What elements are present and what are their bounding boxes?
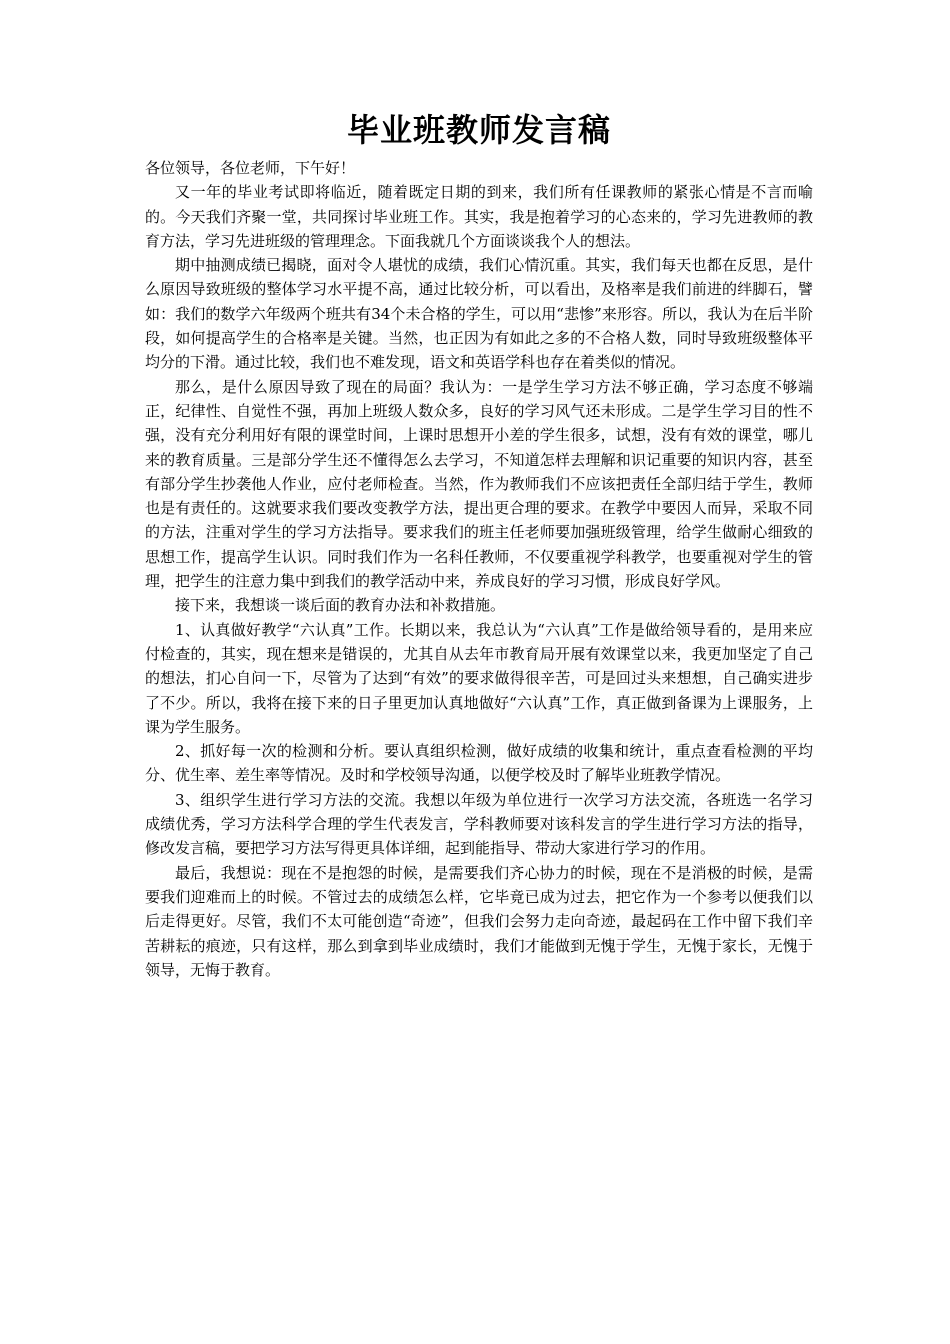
document-title: 毕业班教师发言稿 (346, 111, 611, 149)
document-body (145, 108, 813, 982)
paragraph-conclusion: 最后，我想说：现在不是抱怨的时候，是需要我们齐心协力的时候，现在不是消极的时候，是需要我们迎难而上的时候。不管过去的成绩怎么样，它毕竟已成为过去，把它作为一个参考以便我们以后走得更好。尽管，我们不太可能创造“奇迹”，但我们会努力走向奇迹，最起码在工作中留下我们辛苦耕耘的痕迹，只有这样，那么到拿到毕业成绩时，我们才能做到无愧于学生，无愧于家长，无愧于领导，无悔于教育。 (145, 863, 813, 979)
paragraph-measure-1: 1、认真做好教学“六认真”工作。长期以来，我总认为“六认真”工作是做给领导看的，是用来应付检查的，其实，现在想来是错误的，尤其自从去年市教育局开展有效课堂以来，我更加坚定了自己的想法，扪心自问一下，尽管为了达到“有效”的要求做得很辛苦，可是回过头来想想，自己确实进步了不少。所以，我将在接下来的日子里更加认真地做好“六认真”工作，真正做到备课为上课服务，上课为学生服务。 (145, 620, 813, 736)
paragraph-measure-3: 3、组织学生进行学习方法的交流。我想以年级为单位进行一次学习方法交流，各班选一名学习成绩优秀，学习方法科学合理的学生代表发言，学科教师要对该科发言的学生进行学习方法的指导，修改发言稿，要把学习方法写得更具体详细，起到能指导、带动大家进行学习的作用。 (145, 790, 813, 858)
paragraph-causes: 那么，是什么原因导致了现在的局面？我认为：一是学生学习方法不够正确，学习态度不够端正，纪律性、自觉性不强，再加上班级人数众多，良好的学习风气还未形成。二是学生学习目的性不强，没有充分利用好有限的课堂时间，上课时思想开小差的学生很多，试想，没有有效的课堂，哪儿来的教育质量。三是部分学生还不懂得怎么去学习，不知道怎样去理解和识记重要的知识内容，甚至有部分学生抄袭他人作业，应付老师检查。当然，作为教师我们不应该把责任全部归结于学生，教师也是有责任的。这就要求我们要改变教学方法，提出更合理的要求。在教学中要因人而异，采取不同的方法，注重对学生的学习方法指导。要求我们的班主任老师要加强班级管理，给学生做耐心细致的思想工作，提高学生认识。同时我们作为一名科任教师，不仅要重视学科教学，也要重视对学生的管理，把学生的注意力集中到我们的教学活动中来，养成良好的学习习惯，形成良好学风。 (145, 377, 813, 591)
paragraph-midterm-results: 期中抽测成绩已揭晓，面对令人堪忧的成绩，我们心情沉重。其实，我们每天也都在反思，是什么原因导致班级的整体学习水平提不高，通过比较分析，可以看出，及格率是我们前进的绊脚石，譬如：我们的数学六年级两个班共有34个未合格的学生，可以用“悲惨”来形容。所以，我认为在后半阶段，如何提高学生的合格率是关键。当然，也正因为有如此之多的不合格人数，同时导致班级整体平均分的下滑。通过比较，我们也不难发现，语文和英语学科也存在着类似的情况。 (145, 256, 813, 372)
paragraph-intro: 又一年的毕业考试即将临近，随着既定日期的到来，我们所有任课教师的紧张心情是不言而喻的。今天我们齐聚一堂，共同探讨毕业班工作。其实，我是抱着学习的心态来的，学习先进教师的教育方法，学习先进班级的管理理念。下面我就几个方面谈谈我个人的想法。 (145, 183, 813, 250)
paragraph-measures-intro: 接下来，我想谈一谈后面的教育办法和补救措施。 (175, 596, 506, 615)
greeting-line: 各位领导，各位老师，下午好！ (145, 159, 356, 177)
paragraph-measure-2: 2、抓好每一次的检测和分析。要认真组织检测，做好成绩的收集和统计，重点查看检测的平均分、优生率、差生率等情况。及时和学校领导沟通，以便学校及时了解毕业班教学情况。 (145, 742, 813, 785)
